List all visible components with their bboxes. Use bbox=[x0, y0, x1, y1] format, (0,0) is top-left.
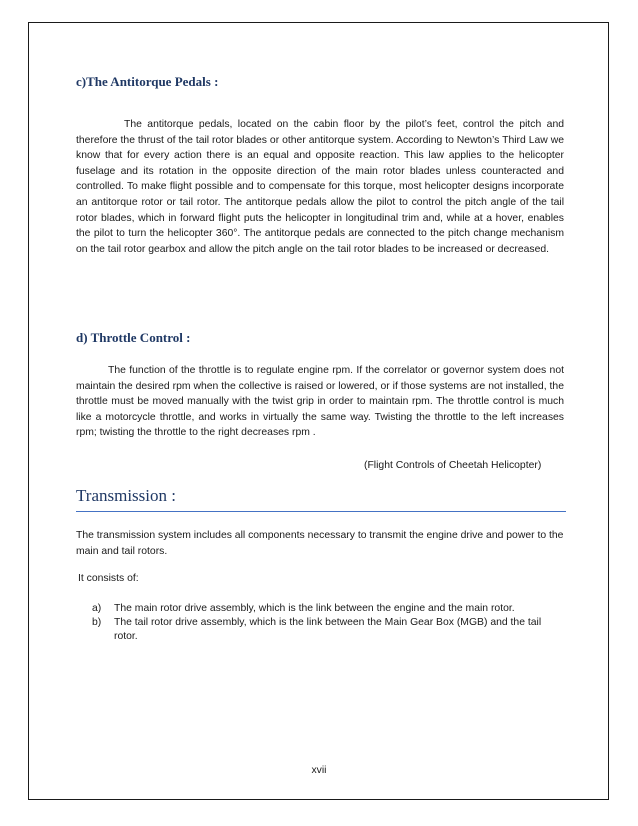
list-marker: a) bbox=[92, 603, 102, 614]
page-number: xvii bbox=[311, 765, 327, 776]
antitorque-heading: c)The Antitorque Pedals : bbox=[76, 74, 219, 89]
list-item bbox=[92, 602, 562, 616]
transmission-heading: Transmission : bbox=[76, 486, 176, 505]
consists-of-label: It consists of: bbox=[78, 573, 139, 584]
heading-underline bbox=[76, 511, 566, 512]
transmission-intro: The transmission system includes all components necessary to transmit the engine drive and power to the main and tail rotors. bbox=[76, 530, 564, 557]
list-item-text: The main rotor drive assembly, which is the link between the engine and the main rotor. bbox=[114, 603, 515, 614]
throttle-heading: d) Throttle Control : bbox=[76, 330, 191, 345]
antitorque-paragraph: The antitorque pedals, located on the cabin floor by the pilot’s feet, control the pitch and therefore the thrust of the tail rotor blades or other antitorque system. According to Newton’s Third Law we know that for every action there is an equal and opposite reaction. This law applies to the helicopter fuselage and its rotation in the opposite direction of the main rotor blades unless counteracted and controlled. To make flight possible and to compensate for this torque, most helicopter designs incorporate an antitorque rotor or tail rotor. The antitorque pedals allow the pilot to control the pitch angle of the tail rotor blades, which in forward flight puts the helicopter in longitudinal trim and, while at a hover, enables the pilot to turn the helicopter 360°. The antitorque pedals are connected to the pitch change mechanism on the tail rotor gearbox and allow the pitch angle on the tail rotor blades to be increased or decreased. bbox=[76, 119, 564, 255]
figure-caption: (Flight Controls of Cheetah Helicopter) bbox=[364, 460, 542, 471]
list-marker: b) bbox=[92, 617, 102, 628]
component-list bbox=[92, 602, 562, 644]
list-item-text: The tail rotor drive assembly, which is the link between the Main Gear Box (MGB) and the tail rotor. bbox=[114, 617, 542, 642]
throttle-paragraph: The function of the throttle is to regulate engine rpm. If the correlator or governor system does not maintain the desired rpm when the collective is raised or lowered, or if those systems are not installed, the throttle must be moved manually with the twist grip in order to maintain rpm. The throttle control is much like a motorcycle throttle, and works in virtually the same way. Twisting the throttle to the left increases rpm; twisting the throttle to the right decreases rpm . bbox=[76, 365, 564, 439]
list-item bbox=[92, 616, 562, 644]
